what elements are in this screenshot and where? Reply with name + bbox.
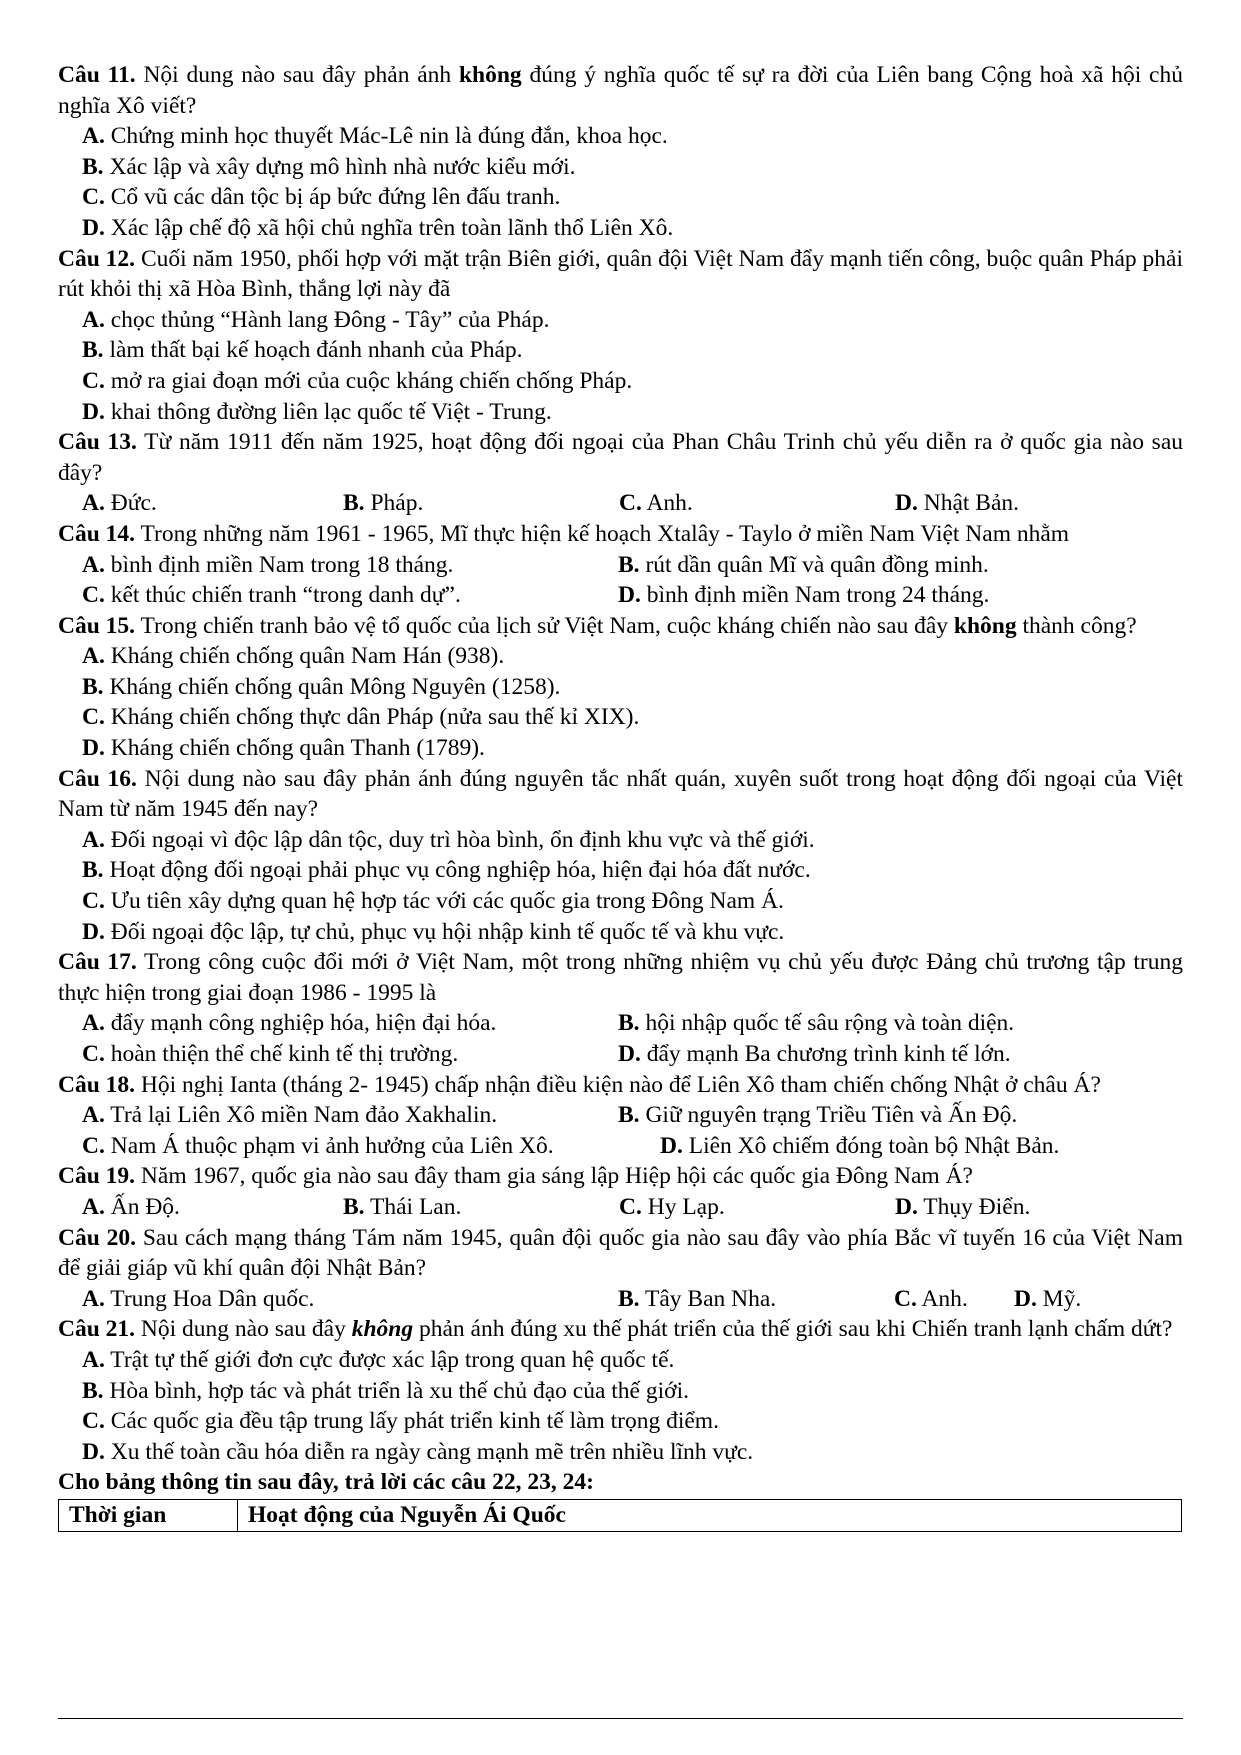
option-label: A. xyxy=(82,1102,105,1129)
question-number: Câu 13. xyxy=(58,429,137,456)
option-row xyxy=(58,1192,1183,1223)
option-text: Xác lập và xây dựng mô hình nhà nước kiểu mới. xyxy=(103,153,576,180)
option-label: B. xyxy=(82,673,104,700)
option-label: C. xyxy=(619,1193,642,1220)
question-text: đúng ý nghĩa quốc tế sự ra đời của Liên bang Cộng hoà xã hội chủ nghĩa Xô viết? xyxy=(58,62,1183,119)
option-row xyxy=(58,1100,1183,1131)
question-text: Nội dung nào sau đây xyxy=(135,1316,352,1343)
option-text: Đối ngoại độc lập, tự chủ, phục vụ hội nhập kinh tế quốc tế và khu vực. xyxy=(104,918,785,945)
option-label: B. xyxy=(82,337,104,364)
option-d xyxy=(58,733,1183,764)
question-text: phản ánh đúng xu thế phát triển của thế giới sau khi Chiến tranh lạnh chấm dứt? xyxy=(413,1316,1173,1343)
option-label: A. xyxy=(82,123,105,150)
option-text: kết thúc chiến tranh “trong danh dự”. xyxy=(104,582,461,609)
question-19 xyxy=(58,1161,1183,1192)
option-text: Các quốc gia đều tập trung lấy phát triển kinh tế làm trọng điểm. xyxy=(104,1408,719,1435)
emphasis-text: không xyxy=(351,1316,414,1343)
option-text: Ưu tiên xây dựng quan hệ hợp tác với các quốc gia trong Đông Nam Á. xyxy=(104,888,784,915)
option-b xyxy=(58,1376,1183,1407)
question-text: Hội nghị Ianta (tháng 2- 1945) chấp nhận điều kiện nào để Liên Xô tham chiến chống Nhật ở châu Á? xyxy=(135,1071,1101,1098)
question-text: Từ năm 1911 đến năm 1925, hoạt động đối ngoại của Phan Châu Trinh chủ yếu diễn ra ở quốc gia nào sau đây? xyxy=(58,429,1183,486)
option-c xyxy=(619,1192,895,1223)
option-label: C. xyxy=(619,490,642,517)
option-b xyxy=(58,335,1183,366)
option-row xyxy=(58,488,1183,519)
option-c xyxy=(58,182,1183,213)
question-12 xyxy=(58,244,1183,305)
question-14 xyxy=(58,519,1183,550)
option-text: chọc thủng “Hành lang Đông - Tây” của Pháp. xyxy=(104,306,550,333)
option-a xyxy=(82,488,343,519)
option-text: Nhật Bản. xyxy=(917,490,1020,517)
option-row xyxy=(58,1131,1183,1162)
option-text: Kháng chiến chống quân Nam Hán (938). xyxy=(104,643,505,670)
option-text: mở ra giai đoạn mới của cuộc kháng chiến chống Pháp. xyxy=(104,367,633,394)
question-text: thành công? xyxy=(1016,612,1137,639)
emphasis-text: không xyxy=(953,612,1017,639)
option-a xyxy=(58,121,1183,152)
table-header-row xyxy=(59,1499,1182,1531)
question-text: Cuối năm 1950, phối hợp với mặt trận Biên giới, quân đội Việt Nam đẩy mạnh tiến công, buộc quân Pháp phải rút khỏi thị xã Hòa Bình, thắng lợi này đã xyxy=(58,245,1183,303)
option-label: C. xyxy=(82,1132,105,1159)
option-d xyxy=(58,213,1183,244)
option-label: B. xyxy=(343,1193,365,1220)
option-label: D. xyxy=(660,1132,683,1159)
option-text: Trung Hoa Dân quốc. xyxy=(104,1285,315,1312)
question-13 xyxy=(58,427,1183,488)
option-row xyxy=(58,1008,1183,1039)
option-label: C. xyxy=(82,582,105,609)
option-row xyxy=(58,1039,1183,1070)
option-text: Xác lập chế độ xã hội chủ nghĩa trên toàn lãnh thổ Liên Xô. xyxy=(104,214,674,241)
option-text: Kháng chiến chống quân Mông Nguyên (1258). xyxy=(103,673,561,700)
option-text: Trật tự thế giới đơn cực được xác lập trong quan hệ quốc tế. xyxy=(104,1346,675,1373)
table-header-time: Thời gian xyxy=(59,1499,238,1531)
question-text: Năm 1967, quốc gia nào sau đây tham gia sáng lập Hiệp hội các quốc gia Đông Nam Á? xyxy=(135,1163,973,1190)
option-text: bình định miền Nam trong 24 tháng. xyxy=(640,582,990,609)
option-text: Thái Lan. xyxy=(364,1193,462,1220)
option-text: Nam Á thuộc phạm vi ảnh hưởng của Liên Xô. xyxy=(104,1132,554,1159)
option-c xyxy=(82,1131,660,1162)
question-number: Câu 21. xyxy=(58,1316,136,1343)
option-text: Kháng chiến chống quân Thanh (1789). xyxy=(104,735,485,762)
option-row xyxy=(58,550,1183,581)
option-text: khai thông đường liên lạc quốc tế Việt - Trung. xyxy=(104,398,552,425)
option-label: B. xyxy=(82,153,104,180)
option-label: D. xyxy=(82,918,105,945)
option-c xyxy=(58,702,1183,733)
question-20 xyxy=(58,1223,1183,1284)
table-header-activity: Hoạt động của Nguyễn Ái Quốc xyxy=(238,1499,1182,1531)
option-b xyxy=(58,855,1183,886)
option-label: B. xyxy=(618,1010,640,1037)
option-label: B. xyxy=(82,1377,104,1404)
question-17 xyxy=(58,947,1183,1008)
option-c xyxy=(58,1406,1183,1437)
option-label: D. xyxy=(82,398,105,425)
option-label: A. xyxy=(82,826,105,853)
emphasis-text: không xyxy=(458,62,522,88)
option-label: A. xyxy=(82,306,105,333)
option-label: B. xyxy=(82,857,104,884)
option-d xyxy=(1014,1284,1081,1315)
question-text: Nội dung nào sau đây phản ánh đúng nguyên tắc nhất quán, xuyên suốt trong hoạt động đối ngoại của Việt Nam từ năm 1945 đến nay? xyxy=(58,765,1183,823)
option-a xyxy=(82,1008,618,1039)
option-text: bình định miền Nam trong 18 tháng. xyxy=(104,551,454,578)
option-b xyxy=(618,550,989,581)
option-label: A. xyxy=(82,643,105,670)
option-label: A. xyxy=(82,551,105,578)
option-d xyxy=(660,1131,1059,1162)
option-text: Giữ nguyên trạng Triều Tiên và Ấn Độ. xyxy=(639,1102,1018,1129)
question-number: Câu 18. xyxy=(58,1071,136,1098)
option-label: D. xyxy=(82,214,105,241)
option-c xyxy=(894,1284,1014,1315)
option-a xyxy=(82,1100,618,1131)
option-text: Xu thế toàn cầu hóa diễn ra ngày càng mạnh mẽ trên nhiều lĩnh vực. xyxy=(104,1438,754,1465)
option-label: D. xyxy=(618,582,641,609)
option-text: hoàn thiện thể chế kinh tế thị trường. xyxy=(104,1041,459,1067)
option-text: hội nhập quốc tế sâu rộng và toàn diện. xyxy=(639,1010,1015,1037)
question-text: Trong những năm 1961 - 1965, Mĩ thực hiện kế hoạch Xtalây - Taylo ở miền Nam Việt Nam nhằm xyxy=(135,520,1070,547)
option-label: C. xyxy=(82,888,105,915)
option-text: Đức. xyxy=(104,490,157,517)
question-number: Câu 16. xyxy=(58,765,137,792)
option-b xyxy=(618,1284,894,1315)
option-a xyxy=(82,550,618,581)
option-label: C. xyxy=(82,1408,105,1435)
option-text: Ấn Độ. xyxy=(104,1193,180,1220)
question-16 xyxy=(58,764,1183,825)
option-label: D. xyxy=(895,490,918,517)
option-d xyxy=(895,1192,1030,1223)
question-number: Câu 12. xyxy=(58,245,136,272)
question-18 xyxy=(58,1070,1183,1101)
question-text: Trong công cuộc đổi mới ở Việt Nam, một trong những nhiệm vụ chủ yếu được Đảng chủ trương tập trung thực hiện trong giai đoạn 1986 - 1995 là xyxy=(58,949,1183,1006)
option-b xyxy=(343,1192,619,1223)
option-label: A. xyxy=(82,1010,105,1037)
option-row xyxy=(58,1284,1183,1315)
question-text: Trong chiến tranh bảo vệ tổ quốc của lịch sử Việt Nam, cuộc kháng chiến nào sau đây xyxy=(135,612,954,639)
option-text: Cổ vũ các dân tộc bị áp bức đứng lên đấu tranh. xyxy=(104,184,561,211)
option-d xyxy=(58,917,1183,948)
option-b xyxy=(58,152,1183,183)
option-text: Liên Xô chiếm đóng toàn bộ Nhật Bản. xyxy=(682,1132,1060,1159)
option-b xyxy=(58,672,1183,703)
option-label: A. xyxy=(82,1193,105,1220)
option-text: Mỹ. xyxy=(1036,1285,1082,1312)
option-label: C. xyxy=(82,704,105,731)
option-label: B. xyxy=(618,551,640,578)
option-label: B. xyxy=(343,490,365,517)
option-d xyxy=(618,1039,1011,1070)
option-text: Trả lại Liên Xô miền Nam đảo Xakhalin. xyxy=(104,1102,498,1129)
option-c xyxy=(82,1039,618,1070)
option-row xyxy=(58,580,1183,611)
option-label: C. xyxy=(82,367,105,394)
question-15 xyxy=(58,611,1183,642)
option-b xyxy=(618,1100,1017,1131)
option-label: D. xyxy=(1014,1285,1037,1312)
option-a xyxy=(58,825,1183,856)
option-label: D. xyxy=(82,1438,105,1465)
option-label: B. xyxy=(618,1285,640,1312)
option-text: Thụy Điển. xyxy=(917,1193,1031,1220)
option-c xyxy=(619,488,895,519)
option-b xyxy=(618,1008,1014,1039)
question-text: Sau cách mạng tháng Tám năm 1945, quân đội quốc gia nào sau đây vào phía Bắc vĩ tuyến 16 của Việt Nam để giải giáp vũ khí quân đội Nhật Bản? xyxy=(58,1224,1183,1282)
option-text: Anh. xyxy=(916,1285,968,1312)
option-label: A. xyxy=(82,490,105,517)
option-label: D. xyxy=(82,735,105,762)
option-c xyxy=(58,886,1183,917)
question-number: Câu 15. xyxy=(58,612,136,639)
option-label: C. xyxy=(82,1041,105,1067)
question-number: Câu 17. xyxy=(58,949,137,976)
option-a xyxy=(82,1192,343,1223)
question-list xyxy=(58,60,1183,1532)
option-text: Chứng minh học thuyết Mác-Lê nin là đúng đắn, khoa học. xyxy=(104,123,668,150)
option-a xyxy=(58,1345,1183,1376)
option-label: A. xyxy=(82,1346,105,1373)
option-text: Hoạt động đối ngoại phải phục vụ công nghiệp hóa, hiện đại hóa đất nước. xyxy=(103,857,811,884)
option-text: làm thất bại kế hoạch đánh nhanh của Pháp. xyxy=(103,337,523,364)
option-b xyxy=(343,488,619,519)
option-a xyxy=(58,641,1183,672)
option-d xyxy=(58,397,1183,428)
question-11 xyxy=(58,60,1183,121)
option-text: Anh. xyxy=(641,490,693,517)
option-label: C. xyxy=(82,184,105,211)
option-label: B. xyxy=(618,1102,640,1129)
option-c xyxy=(82,580,618,611)
question-number: Câu 20. xyxy=(58,1224,136,1251)
page-divider xyxy=(58,1718,1183,1719)
option-d xyxy=(58,1437,1183,1468)
option-text: Hy Lạp. xyxy=(641,1193,725,1220)
option-c xyxy=(58,366,1183,397)
option-d xyxy=(618,580,989,611)
question-number: Câu 19. xyxy=(58,1163,136,1190)
option-a xyxy=(82,1284,618,1315)
option-d xyxy=(895,488,1019,519)
question-text: Nội dung nào sau đây phản ánh xyxy=(135,62,459,88)
info-table xyxy=(58,1499,1182,1532)
option-text: Đối ngoại vì độc lập dân tộc, duy trì hòa bình, ổn định khu vực và thế giới. xyxy=(104,826,815,853)
table-intro: Cho bảng thông tin sau đây, trả lời các câu 22, 23, 24: xyxy=(58,1469,594,1496)
option-label: A. xyxy=(82,1285,105,1312)
option-text: Tây Ban Nha. xyxy=(639,1285,777,1312)
option-text: rút dần quân Mĩ và quân đồng minh. xyxy=(639,551,989,578)
option-label: C. xyxy=(894,1285,917,1312)
option-text: Kháng chiến chống thực dân Pháp (nửa sau thế kỉ XIX). xyxy=(104,704,640,731)
option-text: đẩy mạnh Ba chương trình kinh tế lớn. xyxy=(640,1041,1011,1067)
option-text: đẩy mạnh công nghiệp hóa, hiện đại hóa. xyxy=(104,1010,497,1037)
question-21 xyxy=(58,1314,1183,1345)
option-a xyxy=(58,305,1183,336)
option-text: Hòa bình, hợp tác và phát triển là xu thế chủ đạo của thế giới. xyxy=(103,1377,689,1404)
option-text: Pháp. xyxy=(364,490,424,517)
option-label: D. xyxy=(618,1041,641,1067)
question-number: Câu 14. xyxy=(58,520,136,547)
option-label: D. xyxy=(895,1193,918,1220)
question-number: Câu 11. xyxy=(58,62,136,88)
